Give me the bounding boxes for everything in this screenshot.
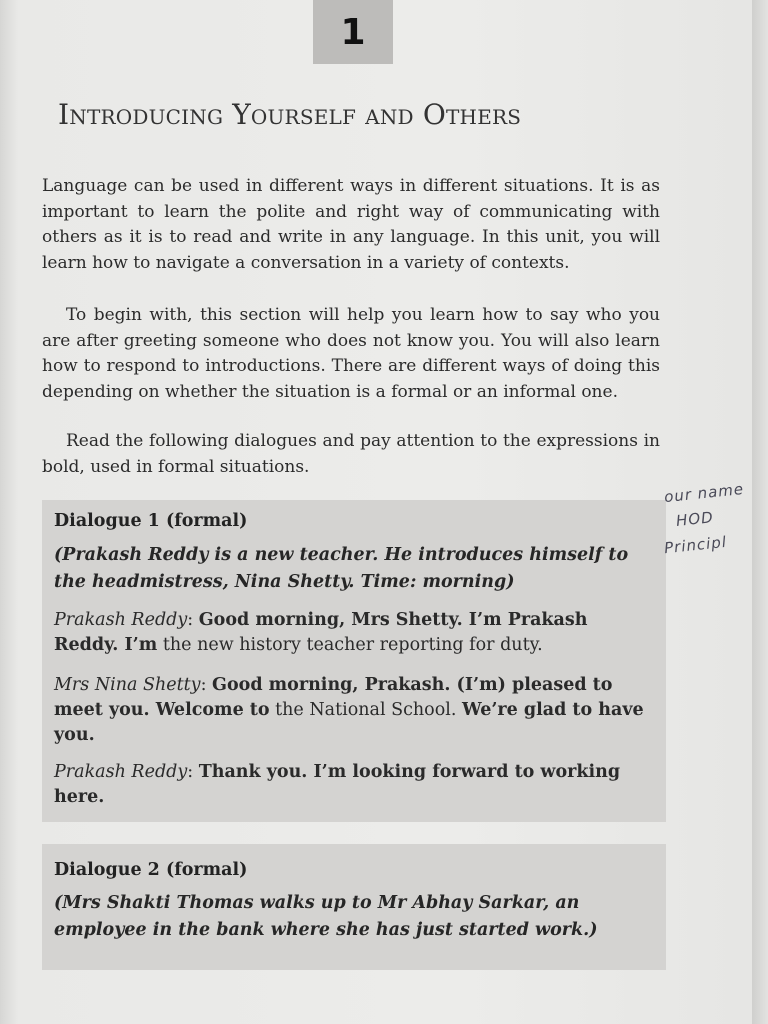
line-text: the National School.	[269, 700, 462, 720]
unit-number-badge: 1	[313, 0, 393, 64]
dialogue-1-title: Dialogue 1 (formal)	[54, 511, 248, 531]
handwritten-note: our name	[663, 479, 745, 507]
page-edge	[752, 0, 768, 1024]
speaker-name: Mrs Nina Shetty	[54, 675, 201, 695]
dialogue-2-box	[42, 844, 666, 970]
line-bold-text: Good morning, Prakash. (I’m) pleased to meet you. Welcome to	[54, 675, 613, 720]
line-bold-text: Thank you. I’m looking forward to working here.	[54, 762, 621, 807]
speaker-name: Prakash Reddy	[54, 762, 188, 782]
dialogue-1-line-2: Mrs Nina Shetty: Good morning, Prakash. (I’m) pleased to meet you. Welcome to the National School. We’re glad to have you.	[54, 675, 644, 745]
chapter-title: Introducing Yourself and Others	[58, 98, 522, 131]
handwritten-note: HOD	[675, 508, 715, 530]
handwritten-note: Principl	[663, 532, 728, 558]
intro-paragraph-2: To begin with, this section will help you learn how to say who you are after greeting someone who does not know you. You will also learn how to respond to introductions. There are different ways of doing this depending on whether the situation is a formal or an informal one.	[42, 305, 660, 402]
dialogue-1-line-1: Prakash Reddy: Good morning, Mrs Shetty. I’m Prakash Reddy. I’m the new history teacher reporting for duty.	[54, 610, 588, 655]
intro-paragraph-1: Language can be used in different ways in different situations. It is as important to learn the polite and right way of communicating with others as it is to read and write in any language. In this unit, you will learn how to navigate a conversation in a variety of contexts.	[42, 176, 660, 273]
dialogue-1-stage-direction: (Prakash Reddy is a new teacher. He introduces himself to the headmistress, Nina Shetty. Time: morning)	[54, 545, 629, 592]
dialogue-1-box	[42, 500, 666, 822]
line-bold-text: Good morning, Mrs Shetty. I’m Prakash Reddy. I’m	[54, 610, 588, 655]
line-text: the new history teacher reporting for duty.	[157, 635, 543, 655]
dialogue-1-line-3: Prakash Reddy: Thank you. I’m looking forward to working here.	[54, 762, 621, 807]
line-bold-text: We’re glad to have you.	[54, 700, 644, 745]
dialogue-2-stage-direction: (Mrs Shakti Thomas walks up to Mr Abhay Sarkar, an employee in the bank where she has just started work.)	[54, 893, 598, 940]
dialogue-2-title: Dialogue 2 (formal)	[54, 860, 248, 880]
speaker-name: Prakash Reddy	[54, 610, 188, 630]
intro-paragraph-3: Read the following dialogues and pay attention to the expressions in bold, used in formal situations.	[42, 431, 660, 477]
